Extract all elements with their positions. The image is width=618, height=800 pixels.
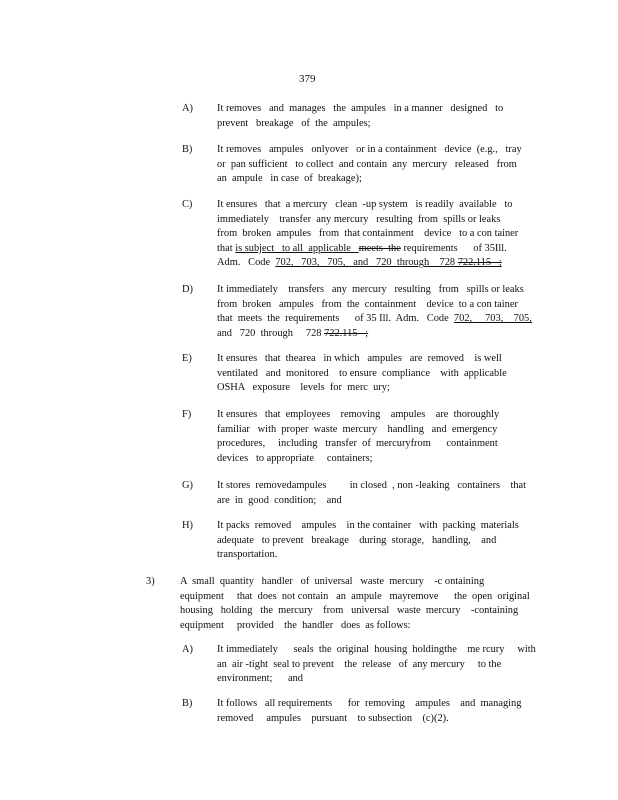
item-text <box>217 479 542 508</box>
text-line: It packs removed ampules in the container with packing materials <box>217 520 519 531</box>
text-line: OSHA exposure levels for merc ury; <box>217 382 390 394</box>
text-line: an ampule in case of breakage); <box>217 173 362 185</box>
text-line: from broken ampules from that containment device to a con tainer <box>217 228 519 240</box>
item-text <box>217 408 542 466</box>
text-line: or pan sufficient to collect and contain any mercury released from <box>217 158 517 170</box>
item-text <box>217 102 542 131</box>
text-line: environment; and <box>217 673 303 685</box>
text-line: equipment that does not contain an ampule mayremove the open original <box>180 590 530 602</box>
item-label: D) <box>182 284 193 295</box>
text-line: from broken ampules from the containment device to a con tainer <box>217 298 518 310</box>
item-text <box>217 352 542 396</box>
item-text <box>217 283 542 341</box>
text-line: It ensures that thearea in which ampules are removed is well <box>217 353 502 364</box>
text-line: It removes ampules onlyover or in a containment device (e.g., tray <box>217 144 522 155</box>
text-line <box>217 312 542 327</box>
text-line: familiar with proper waste mercury handling and emergency <box>217 423 498 435</box>
text-line <box>217 242 542 257</box>
deleted-text: 722.115 ; <box>457 257 502 269</box>
text-line: removed ampules pursuant to subsection (c)(2). <box>217 712 449 724</box>
text-line: prevent breakage of the ampules; <box>217 117 371 129</box>
text-line: It ensures that employees removing ampules are thoroughly <box>217 409 500 420</box>
item-text <box>217 198 542 271</box>
text-line: housing holding the mercury from universal waste mercury -containing <box>180 605 519 617</box>
item-label: A) <box>182 103 193 114</box>
text-line: It immediately seals the original housing holdingthe me rcury with <box>217 644 536 655</box>
text-line: procedures, including transfer of mercuryfrom containment <box>217 438 498 450</box>
text-line: It removes and manages the ampules in a manner designed to <box>217 103 504 114</box>
text-run: requirements of 35Ill. <box>400 242 507 254</box>
item-text <box>217 643 542 687</box>
text-run: that <box>217 242 236 254</box>
page-number: 379 <box>299 73 316 85</box>
paragraph-text <box>180 575 542 633</box>
item-label: H) <box>182 520 193 531</box>
text-line: A small quantity handler of universal waste mercury -c ontaining <box>180 576 485 587</box>
item-text <box>217 519 542 563</box>
text-line: It ensures that a mercury clean -up system is readily available to <box>217 199 513 210</box>
deleted-text: 722.115 ; <box>324 327 369 339</box>
text-line: equipment provided the handler does as follows: <box>180 619 411 631</box>
text-line: ventilated and monitored to ensure compliance with applicable <box>217 367 507 379</box>
item-label: C) <box>182 199 193 210</box>
item-text <box>217 143 542 187</box>
text-line <box>217 327 542 342</box>
text-run: Adm. Code <box>217 257 276 269</box>
text-line: devices to appropriate containers; <box>217 452 373 464</box>
text-line: It follows all requirements for removing ampules and managing <box>217 698 522 709</box>
item-label: B) <box>182 144 193 155</box>
item-label: F) <box>182 409 192 420</box>
text-line: transportation. <box>217 549 278 561</box>
inserted-text: 702, 703, 705, and 720 through 728 <box>275 257 458 269</box>
inserted-text: 702, 703, 705, <box>453 313 532 325</box>
text-run: that meets the requirements of 35 Ill. Adm. Code <box>217 313 454 325</box>
text-line <box>217 256 542 271</box>
item-label: B) <box>182 698 193 709</box>
text-line: an air -tight seal to prevent the release of any mercury to the <box>217 658 502 670</box>
item-label: A) <box>182 644 193 655</box>
text-line: adequate to prevent breakage during storage, handling, and <box>217 534 497 546</box>
text-run: and 720 through 728 <box>217 327 325 339</box>
text-line: It stores removedampules in closed , non -leaking containers that <box>217 480 527 491</box>
paragraph-label: 3) <box>146 576 155 587</box>
text-line: immediately transfer any mercury resulting from spills or leaks <box>217 213 501 225</box>
item-text <box>217 697 542 726</box>
item-label: E) <box>182 353 192 364</box>
deleted-text: meets the <box>358 242 401 254</box>
text-line: It immediately transfers any mercury resulting from spills or leaks <box>217 284 524 295</box>
item-label: G) <box>182 480 193 491</box>
text-line: are in good condition; and <box>217 494 342 506</box>
inserted-text: is subject to all applicable <box>235 242 359 254</box>
